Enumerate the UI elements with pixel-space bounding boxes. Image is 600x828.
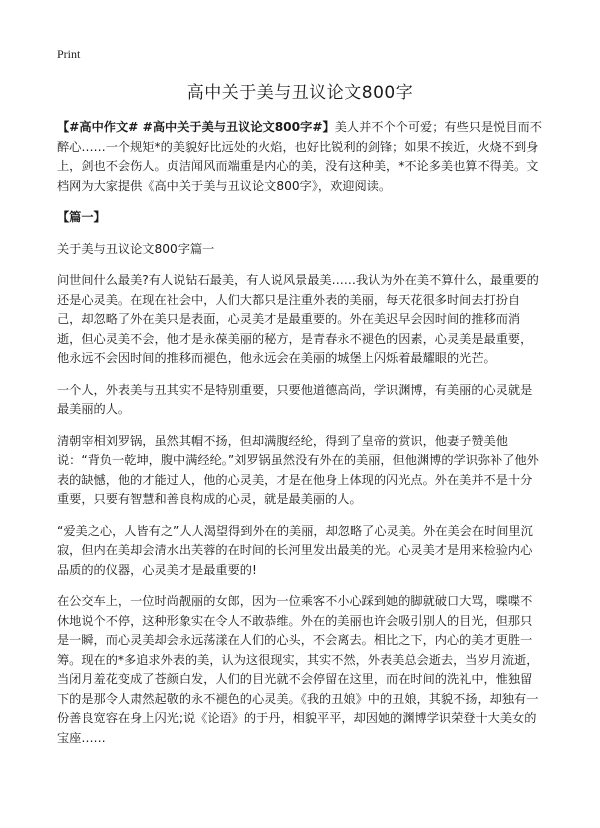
body-paragraph: 一个人，外表美与丑其实不是特别重要，只要他道德高尚，学识渊博，有美丽的心灵就是最美丽的人。: [57, 382, 533, 416]
intro-label: 【#高中作文# #高中关于美与丑议论文800字#】: [57, 120, 335, 134]
body-paragraph: 问世间什么最美?有人说钻石最美，有人说风景最美……我认为外在美不算什么，最重要的还是心灵美。在现在社会中，人们大都只是注重外表的美丽，每天花很多时间去打扮自己，却忽略了外在美只是表面，心灵美才是最重要的。外在美迟早会因时间的推移而消逝，但心灵美不会，他才是永葆美丽的秘方，是青春永不褪色的因素，心灵美是最重要，他永远不会因时间的推移而褪色，他永远会在美丽的城堡上闪烁着最耀眼的光芒。: [57, 273, 539, 365]
body-paragraph: “爱美之心，人皆有之”人人渴望得到外在的美丽，却忽略了心灵美。外在美会在时间里沉寂，但内在美却会清水出芙蓉的在时间的长河里发出最美的光。心灵美才是用来检验内心品质的的仪器，心灵美才是最重要的!: [57, 523, 533, 577]
section-label: 【篇一】: [57, 210, 106, 224]
print-link[interactable]: Print: [57, 47, 81, 61]
body-paragraph: 在公交车上，一位时尚靓丽的女郎，因为一位乘客不小心踩到她的脚就破口大骂，喋喋不休地说个不停，这种形象实在令人不敢恭维。外在的美丽也许会吸引别人的目光，但那只是一瞬，而心灵美却会永远荡漾在人们的心头，不会离去。相比之下，内心的美才更胜一筹。现在的*多追求外表的美，认为这很现实，其实不然，外表美总会逝去，当岁月流逝，当闭月羞花变成了苍颜白发，人们的目光就不会停留在这里，而在时间的洗礼中，惟独留下的是那令人肃然起敬的永不褪色的心灵美。《我的丑娘》中的丑娘，其貌不扬，却独有一份善良宽容在身上闪光;说《论语》的于丹，相貌平平，却因她的渊博学识荣登十大美女的宝座……: [57, 594, 539, 745]
intro-text: 美人并不个个可爱；有些只是悦目而不醉心……一个规矩*的美貌好比远处的火焰，也好比锐利的剑锋；如果不挨近，火烧不到身上，剑也不会伤人。贞洁闻风而端重是内心的美，没有这种美，*不论多美也算不得美。文档网为大家提供《高中关于美与丑议论文800字》，欢迎阅读。: [57, 120, 542, 193]
section-subtitle: 关于美与丑议论文800字篇一: [57, 241, 215, 256]
intro-paragraph: [57, 118, 544, 196]
article-body: [57, 118, 544, 760]
page-title: 高中关于美与丑议论文800字: [186, 83, 414, 103]
body-paragraph: 清朝宰相刘罗锅，虽然其帽不扬，但却满腹经纶，得到了皇帝的赏识，他妻子赞美他说：“背负一乾坤，腹中满经纶。”刘罗锅虽然没有外在的美丽，但他渊博的学识弥补了他外表的缺憾，他的才能过人，他的心灵美，才是在他身上体现的闪光点。外在美并不是十分重要，只要有智慧和善良构成的心灵，就是最美丽的人。: [57, 433, 539, 506]
